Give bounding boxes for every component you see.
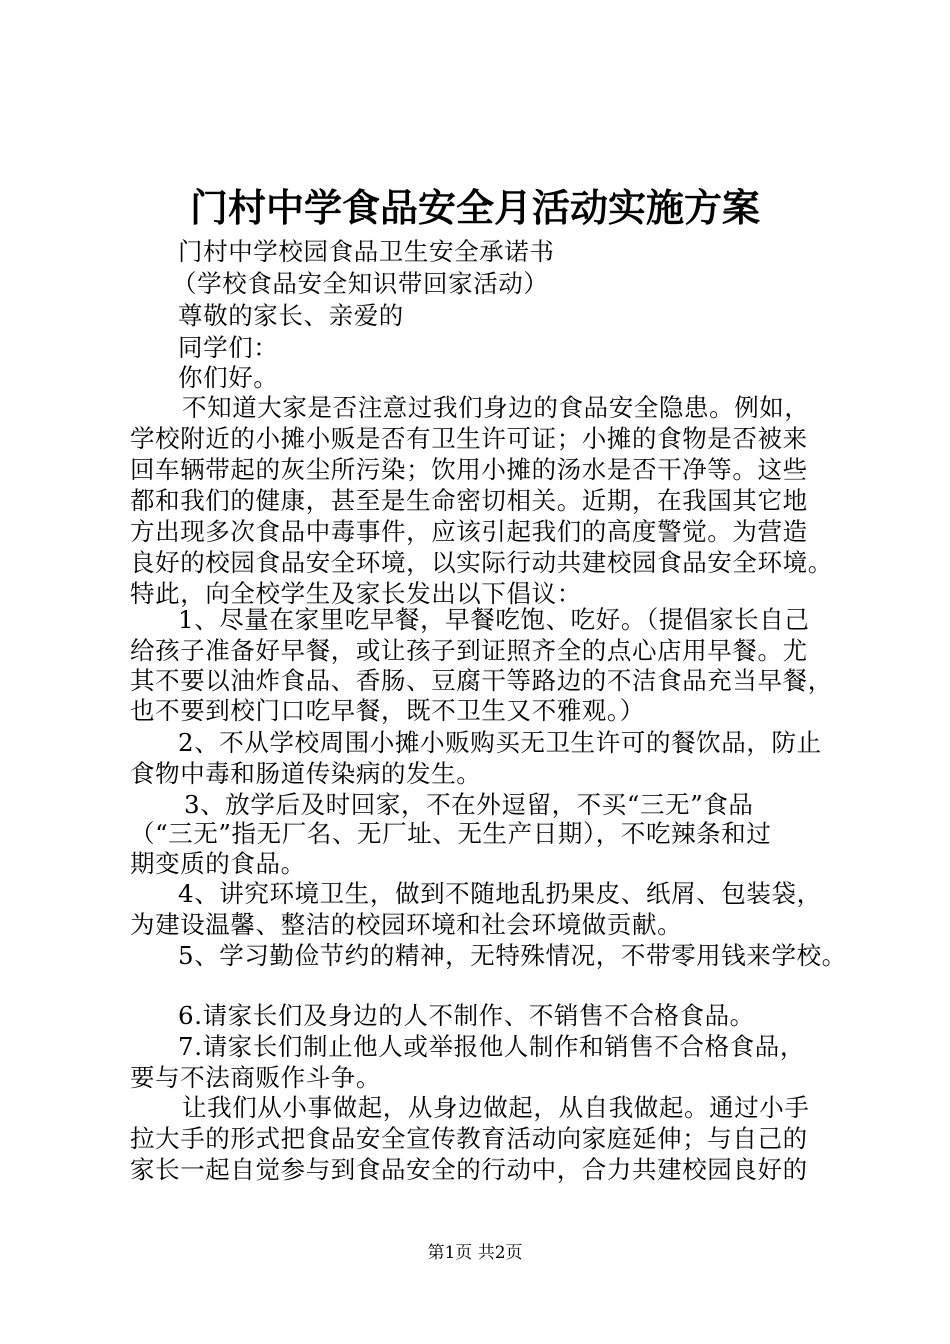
text-line: 3、放学后及时回家，不在外逗留，不买“三无”食品 <box>184 790 754 819</box>
text-line: 回车辆带起的灰尘所污染；饮用小摊的汤水是否干净等。这些 <box>130 455 808 484</box>
text-line: 6.请家长们及身边的人不制作、不销售不合格食品。 <box>178 1001 755 1030</box>
text-line: 4、讲究环境卫生，做到不随地乱扔果皮、纸屑、包装袋， <box>178 879 822 908</box>
page-indicator: 第1页 共2页 <box>427 1243 523 1263</box>
text-line: 学校附近的小摊小贩是否有卫生许可证；小摊的食物是否被来 <box>130 424 808 453</box>
text-line: 为建设温馨、整洁的校园环境和社会环境做贡献。 <box>130 910 683 939</box>
text-line: 给孩子准备好早餐，或让孩子到证照齐全的点心店用早餐。尤 <box>130 636 808 665</box>
text-line: 其不要以油炸食品、香肠、豆腐干等路边的不洁食品充当早餐， <box>130 666 833 695</box>
document-title: 门村中学食品安全月活动实施方案 <box>189 185 760 230</box>
text-line: 1、尽量在家里吃早餐，早餐吃饱、吃好。（提倡家长自己 <box>178 605 810 634</box>
text-line: 也不要到校门口吃早餐，既不卫生又不雅观。） <box>130 696 645 725</box>
text-line: 良好的校园食品安全环境，以实际行动共建校园食品安全环境。 <box>130 548 833 577</box>
text-line: 让我们从小事做起，从身边做起，从自我做起。通过小手 <box>182 1093 810 1122</box>
text-line: 尊敬的家长、亲爱的 <box>178 301 404 330</box>
text-line: （学校食品安全知识带回家活动） <box>172 269 549 298</box>
text-line: 期变质的食品。 <box>130 849 306 878</box>
text-line: 都和我们的健康，甚至是生命密切相关。近期，在我国其它地 <box>130 486 808 515</box>
text-line: 特此，向全校学生及家长发出以下倡议： <box>130 579 582 608</box>
text-line: 不知道大家是否注意过我们身边的食品安全隐患。例如， <box>182 393 810 422</box>
text-line: 方出现多次食品中毒事件，应该引起我们的高度警觉。为营造 <box>130 517 808 546</box>
text-line: （“三无”指无厂名、无厂址、无生产日期），不吃辣条和过 <box>130 819 772 848</box>
text-line: 7.请家长们制止他人或举报他人制作和销售不合格食品， <box>178 1032 805 1061</box>
text-line: 要与不法商贩作斗争。 <box>130 1063 381 1092</box>
text-line: 食物中毒和肠道传染病的发生。 <box>130 759 482 788</box>
text-line: 拉大手的形式把食品安全宣传教育活动向家庭延伸；与自己的 <box>130 1124 808 1153</box>
text-line: 门村中学校园食品卫生安全承诺书 <box>178 237 555 266</box>
text-line: 家长一起自觉参与到食品安全的行动中，合力共建校园良好的 <box>130 1155 808 1184</box>
text-line: 你们好。 <box>178 363 279 392</box>
text-line: 5、学习勤俭节约的精神，无特殊情况，不带零用钱来学校。 <box>178 941 847 970</box>
text-line: 同学们： <box>178 333 279 362</box>
text-line: 2、不从学校周围小摊小贩购买无卫生许可的餐饮品，防止 <box>178 728 822 757</box>
